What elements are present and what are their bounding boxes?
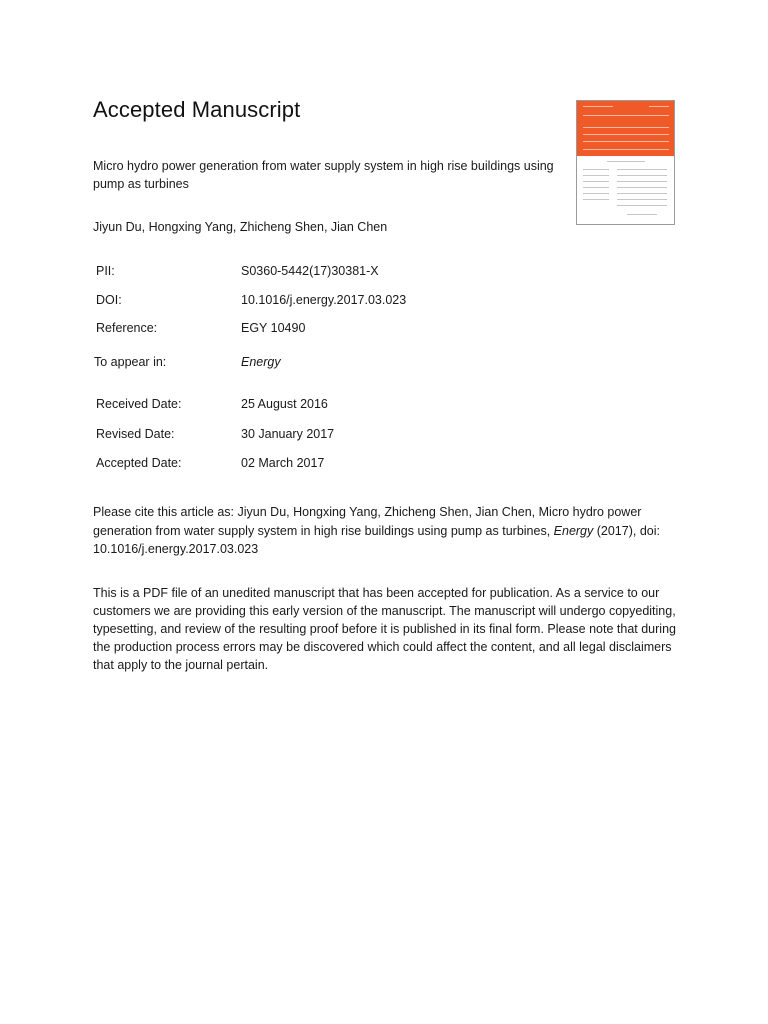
doi-value: 10.1016/j.energy.2017.03.023 <box>241 293 407 307</box>
journal-cover-thumbnail <box>576 100 675 225</box>
page-title: Accepted Manuscript <box>93 97 301 122</box>
revised-date-label: Revised Date: <box>96 427 175 441</box>
appear-in-label: To appear in: <box>94 355 167 369</box>
reference-value: EGY 10490 <box>241 321 306 335</box>
reference-label: Reference: <box>96 321 158 335</box>
citation-suffix: (2017), doi: 10.1016/j.energy.2017.03.023 <box>93 523 660 556</box>
citation-paragraph <box>93 503 683 559</box>
manuscript-notice: This is a PDF file of an unedited manuscript that has been accepted for publication. As a service to our customers we are providing this early version of the manuscript. The manuscript will undergo copyediting, typesetting, and review of the resulting proof before it is published in its final form. Please note that during the production process errors may be discovered which could affect the content, and all legal disclaimers that apply to the journal pertain. <box>93 586 676 672</box>
doi-label: DOI: <box>96 293 122 307</box>
received-date-value: 25 August 2016 <box>241 397 328 411</box>
appear-in-journal: Energy <box>241 355 281 369</box>
article-title: Micro hydro power generation from water supply system in high rise buildings using pump as turbines <box>93 159 554 191</box>
pii-value: S0360-5442(17)30381-X <box>241 264 379 278</box>
citation-journal: Energy <box>553 523 594 538</box>
revised-date-value: 30 January 2017 <box>241 427 335 441</box>
citation-prefix: Please cite this article as: Jiyun Du, Hongxing Yang, Zhicheng Shen, Jian Chen, Micro hydro power generation from water supply system in high rise buildings using pump as turbines, <box>93 505 642 538</box>
accepted-date-value: 02 March 2017 <box>241 456 325 470</box>
pii-label: PII: <box>96 264 115 278</box>
author-list: Jiyun Du, Hongxing Yang, Zhicheng Shen, Jian Chen <box>93 220 388 234</box>
received-date-label: Received Date: <box>96 397 182 411</box>
accepted-date-label: Accepted Date: <box>96 456 182 470</box>
cover-orange-band <box>577 101 674 156</box>
